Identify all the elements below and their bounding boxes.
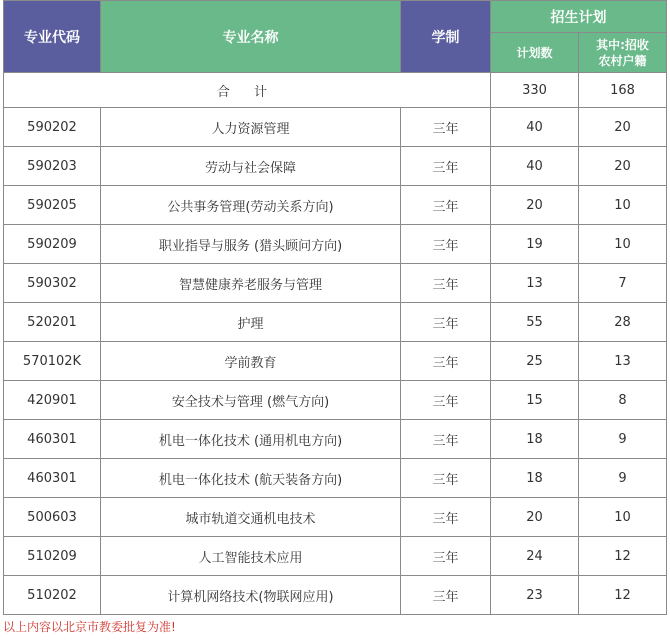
rural-count-cell: 9 — [579, 420, 667, 459]
plan-count-cell: 40 — [491, 108, 579, 147]
total-label: 合 计 — [4, 73, 491, 108]
table-row — [4, 381, 667, 420]
header-major-code: 专业代码 — [4, 1, 101, 73]
rural-count-cell: 8 — [579, 381, 667, 420]
study-length-cell: 三年 — [401, 303, 491, 342]
major-name-cell: 计算机网络技术(物联网应用) — [101, 576, 401, 615]
plan-count-cell: 19 — [491, 225, 579, 264]
major-code-cell: 590202 — [4, 108, 101, 147]
major-name-cell: 职业指导与服务 (猎头顾问方向) — [101, 225, 401, 264]
major-name-cell: 城市轨道交通机电技术 — [101, 498, 401, 537]
table-row — [4, 225, 667, 264]
major-code-cell: 590209 — [4, 225, 101, 264]
study-length-cell: 三年 — [401, 420, 491, 459]
major-name-cell: 公共事务管理(劳动关系方向) — [101, 186, 401, 225]
study-length-cell: 三年 — [401, 537, 491, 576]
major-code-cell: 590302 — [4, 264, 101, 303]
header-study-length: 学制 — [401, 1, 491, 73]
study-length-cell: 三年 — [401, 342, 491, 381]
table-row — [4, 108, 667, 147]
rural-count-cell: 10 — [579, 225, 667, 264]
major-name-cell: 人工智能技术应用 — [101, 537, 401, 576]
major-name-cell: 劳动与社会保障 — [101, 147, 401, 186]
enrollment-plan-table — [3, 0, 667, 615]
plan-count-cell: 24 — [491, 537, 579, 576]
major-name-cell: 智慧健康养老服务与管理 — [101, 264, 401, 303]
major-name-cell: 机电一体化技术 (通用机电方向) — [101, 420, 401, 459]
plan-count-cell: 18 — [491, 420, 579, 459]
study-length-cell: 三年 — [401, 186, 491, 225]
table-row — [4, 303, 667, 342]
header-major-name: 专业名称 — [101, 1, 401, 73]
study-length-cell: 三年 — [401, 576, 491, 615]
major-name-cell: 护理 — [101, 303, 401, 342]
rural-count-cell: 20 — [579, 147, 667, 186]
major-code-cell: 520201 — [4, 303, 101, 342]
table-row — [4, 147, 667, 186]
table-row — [4, 186, 667, 225]
table-row — [4, 459, 667, 498]
rural-count-cell: 28 — [579, 303, 667, 342]
total-count: 330 — [491, 73, 579, 108]
table-row — [4, 537, 667, 576]
major-code-cell: 460301 — [4, 420, 101, 459]
major-name-cell: 人力资源管理 — [101, 108, 401, 147]
major-code-cell: 590205 — [4, 186, 101, 225]
plan-count-cell: 20 — [491, 186, 579, 225]
table-row — [4, 576, 667, 615]
study-length-cell: 三年 — [401, 108, 491, 147]
header-enrollment-plan: 招生计划 — [491, 1, 667, 33]
plan-count-cell: 18 — [491, 459, 579, 498]
rural-count-cell: 9 — [579, 459, 667, 498]
plan-count-cell: 15 — [491, 381, 579, 420]
study-length-cell: 三年 — [401, 459, 491, 498]
rural-count-cell: 10 — [579, 498, 667, 537]
plan-count-cell: 23 — [491, 576, 579, 615]
table-row — [4, 498, 667, 537]
study-length-cell: 三年 — [401, 264, 491, 303]
rural-count-cell: 20 — [579, 108, 667, 147]
study-length-cell: 三年 — [401, 381, 491, 420]
rural-count-cell: 13 — [579, 342, 667, 381]
study-length-cell: 三年 — [401, 498, 491, 537]
total-row — [4, 73, 667, 108]
major-code-cell: 590203 — [4, 147, 101, 186]
major-code-cell: 500603 — [4, 498, 101, 537]
major-name-cell: 学前教育 — [101, 342, 401, 381]
rural-count-cell: 12 — [579, 537, 667, 576]
header-rural-count: 其中:招收 农村户籍 — [579, 33, 667, 73]
rural-count-cell: 10 — [579, 186, 667, 225]
plan-count-cell: 40 — [491, 147, 579, 186]
plan-count-cell: 13 — [491, 264, 579, 303]
study-length-cell: 三年 — [401, 225, 491, 264]
major-code-cell: 420901 — [4, 381, 101, 420]
major-name-cell: 安全技术与管理 (燃气方向) — [101, 381, 401, 420]
plan-count-cell: 20 — [491, 498, 579, 537]
header-plan-count: 计划数 — [491, 33, 579, 73]
major-code-cell: 510209 — [4, 537, 101, 576]
total-rural: 168 — [579, 73, 667, 108]
table-row — [4, 264, 667, 303]
table-row — [4, 420, 667, 459]
major-code-cell: 460301 — [4, 459, 101, 498]
major-code-cell: 510202 — [4, 576, 101, 615]
major-name-cell: 机电一体化技术 (航天装备方向) — [101, 459, 401, 498]
study-length-cell: 三年 — [401, 147, 491, 186]
footnote: 以上内容以北京市教委批复为准! — [3, 620, 176, 634]
table-row — [4, 342, 667, 381]
plan-count-cell: 25 — [491, 342, 579, 381]
plan-count-cell: 55 — [491, 303, 579, 342]
rural-count-cell: 7 — [579, 264, 667, 303]
major-code-cell: 570102K — [4, 342, 101, 381]
rural-count-cell: 12 — [579, 576, 667, 615]
